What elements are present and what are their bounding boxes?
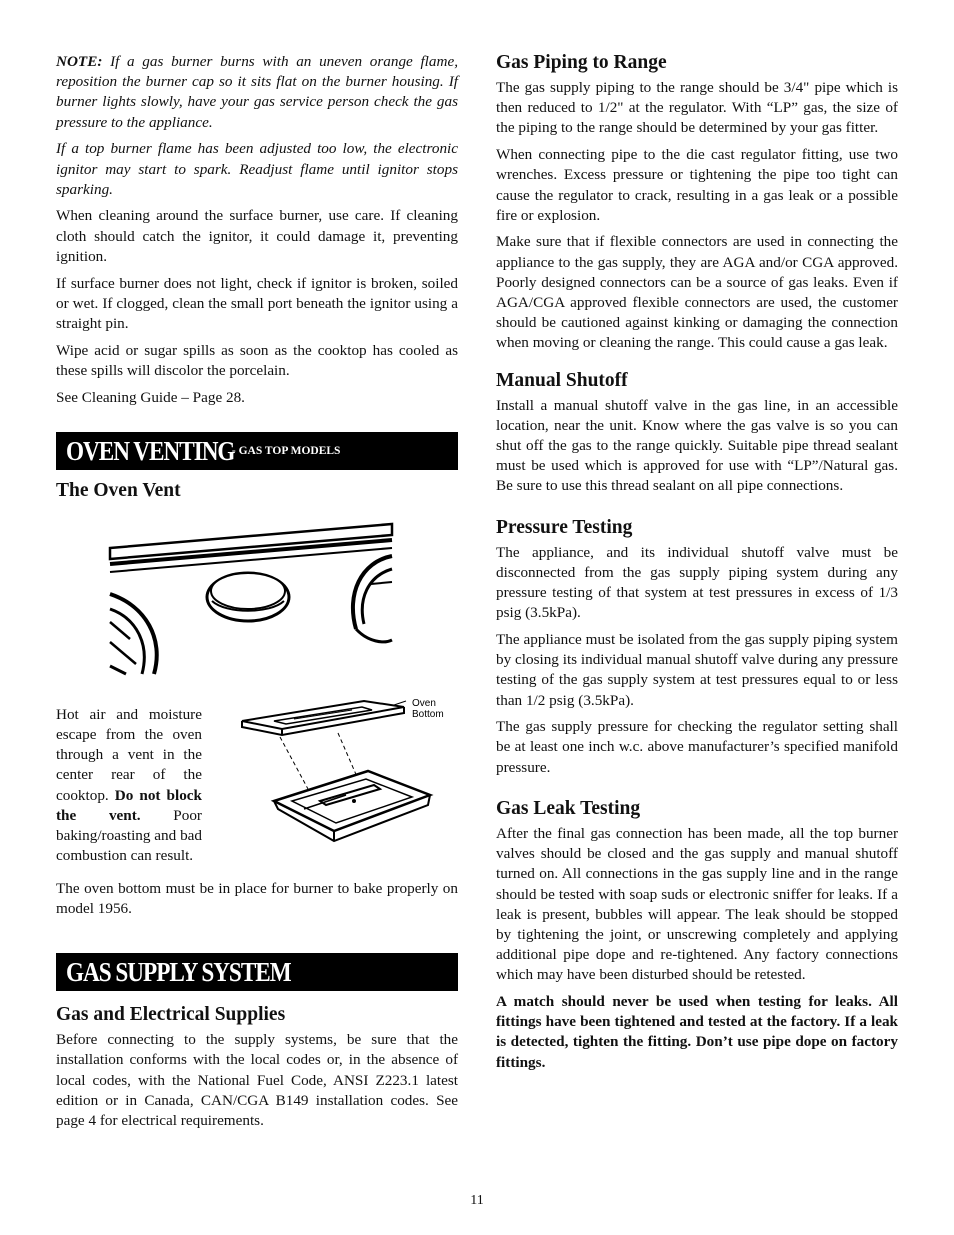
gas-supply-banner: [56, 953, 458, 991]
gas-supply-title: GAS SUPPLY SYSTEM: [66, 957, 291, 988]
oven-venting-title: OVEN VENTING: [66, 435, 235, 466]
pressure-testing-heading: Pressure Testing: [496, 516, 633, 538]
match-warning: A match should never be used when testing for leaks. All fittings have been tightened and tested at the factory. If a leak is detected, tighten the fitting. Don’t use pipe dope on factory fittings.: [496, 993, 898, 1071]
manual-shutoff-paragraph: Install a manual shutoff valve in the gas line, in an accessible location, near the unit. Know where the gas valve is so you can shut off the gas to the range quickly. Suitable pipe thread sealant must be used which is approved for use with “LP”/Natural gas. Be sure to use this thread sealant on all pipe connections.: [496, 396, 898, 495]
gas-piping-heading: Gas Piping to Range: [496, 52, 667, 73]
oven-bottom-label-2: Bottom: [412, 708, 444, 720]
note-paragraph: [56, 52, 458, 133]
pressure-testing-paragraph-1: The appliance, and its individual shutoff valve must be disconnected from the gas supply piping system during any pressure testing of that system at test pressures in excess of 1/3 psig (3.5kPa).: [496, 543, 898, 622]
cleaning-paragraph: When cleaning around the surface burner, use care. If cleaning cloth should catch the ignitor, it could damage it, preventing ignition.: [56, 207, 458, 265]
oven-bottom-label-1: Oven: [412, 697, 436, 709]
right-column: [496, 52, 898, 1079]
gas-piping-paragraph-3: Make sure that if flexible connectors are used in connecting the appliance to the gas supply, they are AGA and/or CGA approved. Poorly designed connectors can be a source of gas leaks. Even if AGA/CGA approved flexible connectors are used, the customer should be cautioned against kinking or damaging the connection when moving or cleaning the range. This could cause a gas leak.: [496, 233, 898, 352]
gas-electrical-heading: Gas and Electrical Supplies: [56, 1004, 286, 1026]
left-column: [56, 52, 458, 1138]
note-lead: NOTE:: [56, 53, 103, 70]
flame-low-paragraph: If a top burner flame has been adjusted too low, the electronic ignitor may start to spark. Readjust flame until ignitor stops sparking.: [56, 140, 458, 198]
spills-paragraph: Wipe acid or sugar spills as soon as the cooktop has cooled as these spills will discolor the porcelain.: [56, 341, 458, 379]
note-text: If a gas burner burns with an uneven orange flame, reposition the burner cap so it sits flat on the burner housing. If burner lights slowly, have your gas service person check the gas pressure to the appliance.: [56, 53, 458, 131]
gas-leak-testing-heading: Gas Leak Testing: [496, 797, 641, 819]
pressure-testing-paragraph-3: The gas supply pressure for checking the regulator setting shall be at least one inch w.c. above manufacturer’s specified manifold pressure.: [496, 718, 898, 776]
page-number: 11: [470, 1193, 484, 1208]
gas-piping-paragraph-2: When connecting pipe to the die cast regulator fitting, use two wrenches. Excess pressure or tightening the pipe too tight can cause the regulator to crack, resulting in a gas leak or a possible fire or explosion.: [496, 146, 898, 224]
cooktop-vent-illustration: [106, 514, 396, 679]
oven-vent-description: [56, 705, 202, 867]
gas-piping-paragraph-1: The gas supply piping to the range should be 3/4" pipe which is then reduced to 1/2" at the regulator. With “LP” gas, the size of the piping to the range should be determined by your gas fitter.: [496, 79, 898, 137]
pressure-testing-paragraph-2: The appliance must be isolated from the gas supply piping system by closing its individual manual shutoff valve during any pressure testing of the gas supply system at test pressures equal to or less than 1/2 psig (3.5kPa).: [496, 630, 898, 709]
manual-shutoff-heading: Manual Shutoff: [496, 369, 628, 391]
gas-electrical-paragraph: Before connecting to the supply systems, be sure that the installation conforms with the local codes or, in the absence of local codes, with the National Fuel Code, ANSI Z223.1 latest edition or in Canada, CAN/CGA B149 installation codes. See page 4 for electrical requirements.: [56, 1031, 458, 1129]
oven-venting-subtitle: - GAS TOP MODELS: [231, 444, 341, 457]
do-not-block-warning: Do not block the vent.: [56, 786, 202, 824]
oven-vent-text-a: Hot air and moisture escape from the oven through a vent in the center rear of the cooktop.: [56, 705, 202, 804]
oven-vent-text-b: Poor baking/roasting and bad combustion can result.: [56, 806, 202, 865]
oven-venting-banner: [56, 432, 458, 470]
gas-leak-testing-paragraph: After the final gas connection has been made, all the top burner valves should be closed and the gas supply and manual shutoff turned on. All connections in the gas supply line and in the range should be tested with soap suds or electronic sniffer for leaks. If a leak is present, bubbles will appear. The leak should be stopped by tightening the joint, or unscrewing completely and applying additional pipe dope and re-tightened. Any factory connections which may have been disturbed should be retested.: [496, 824, 898, 984]
oven-vent-heading: The Oven Vent: [56, 479, 181, 501]
oven-bottom-paragraph: The oven bottom must be in place for burner to bake properly on model 1956.: [56, 879, 458, 917]
oven-vent-wrap: [56, 697, 458, 887]
not-light-paragraph: If surface burner does not light, check if ignitor is broken, soiled or wet. If clogged, clean the small port beneath the ignitor using a straight pin.: [56, 274, 458, 332]
see-cleaning-guide: See Cleaning Guide – Page 28.: [56, 388, 245, 406]
oven-bottom-illustration: [234, 697, 456, 877]
